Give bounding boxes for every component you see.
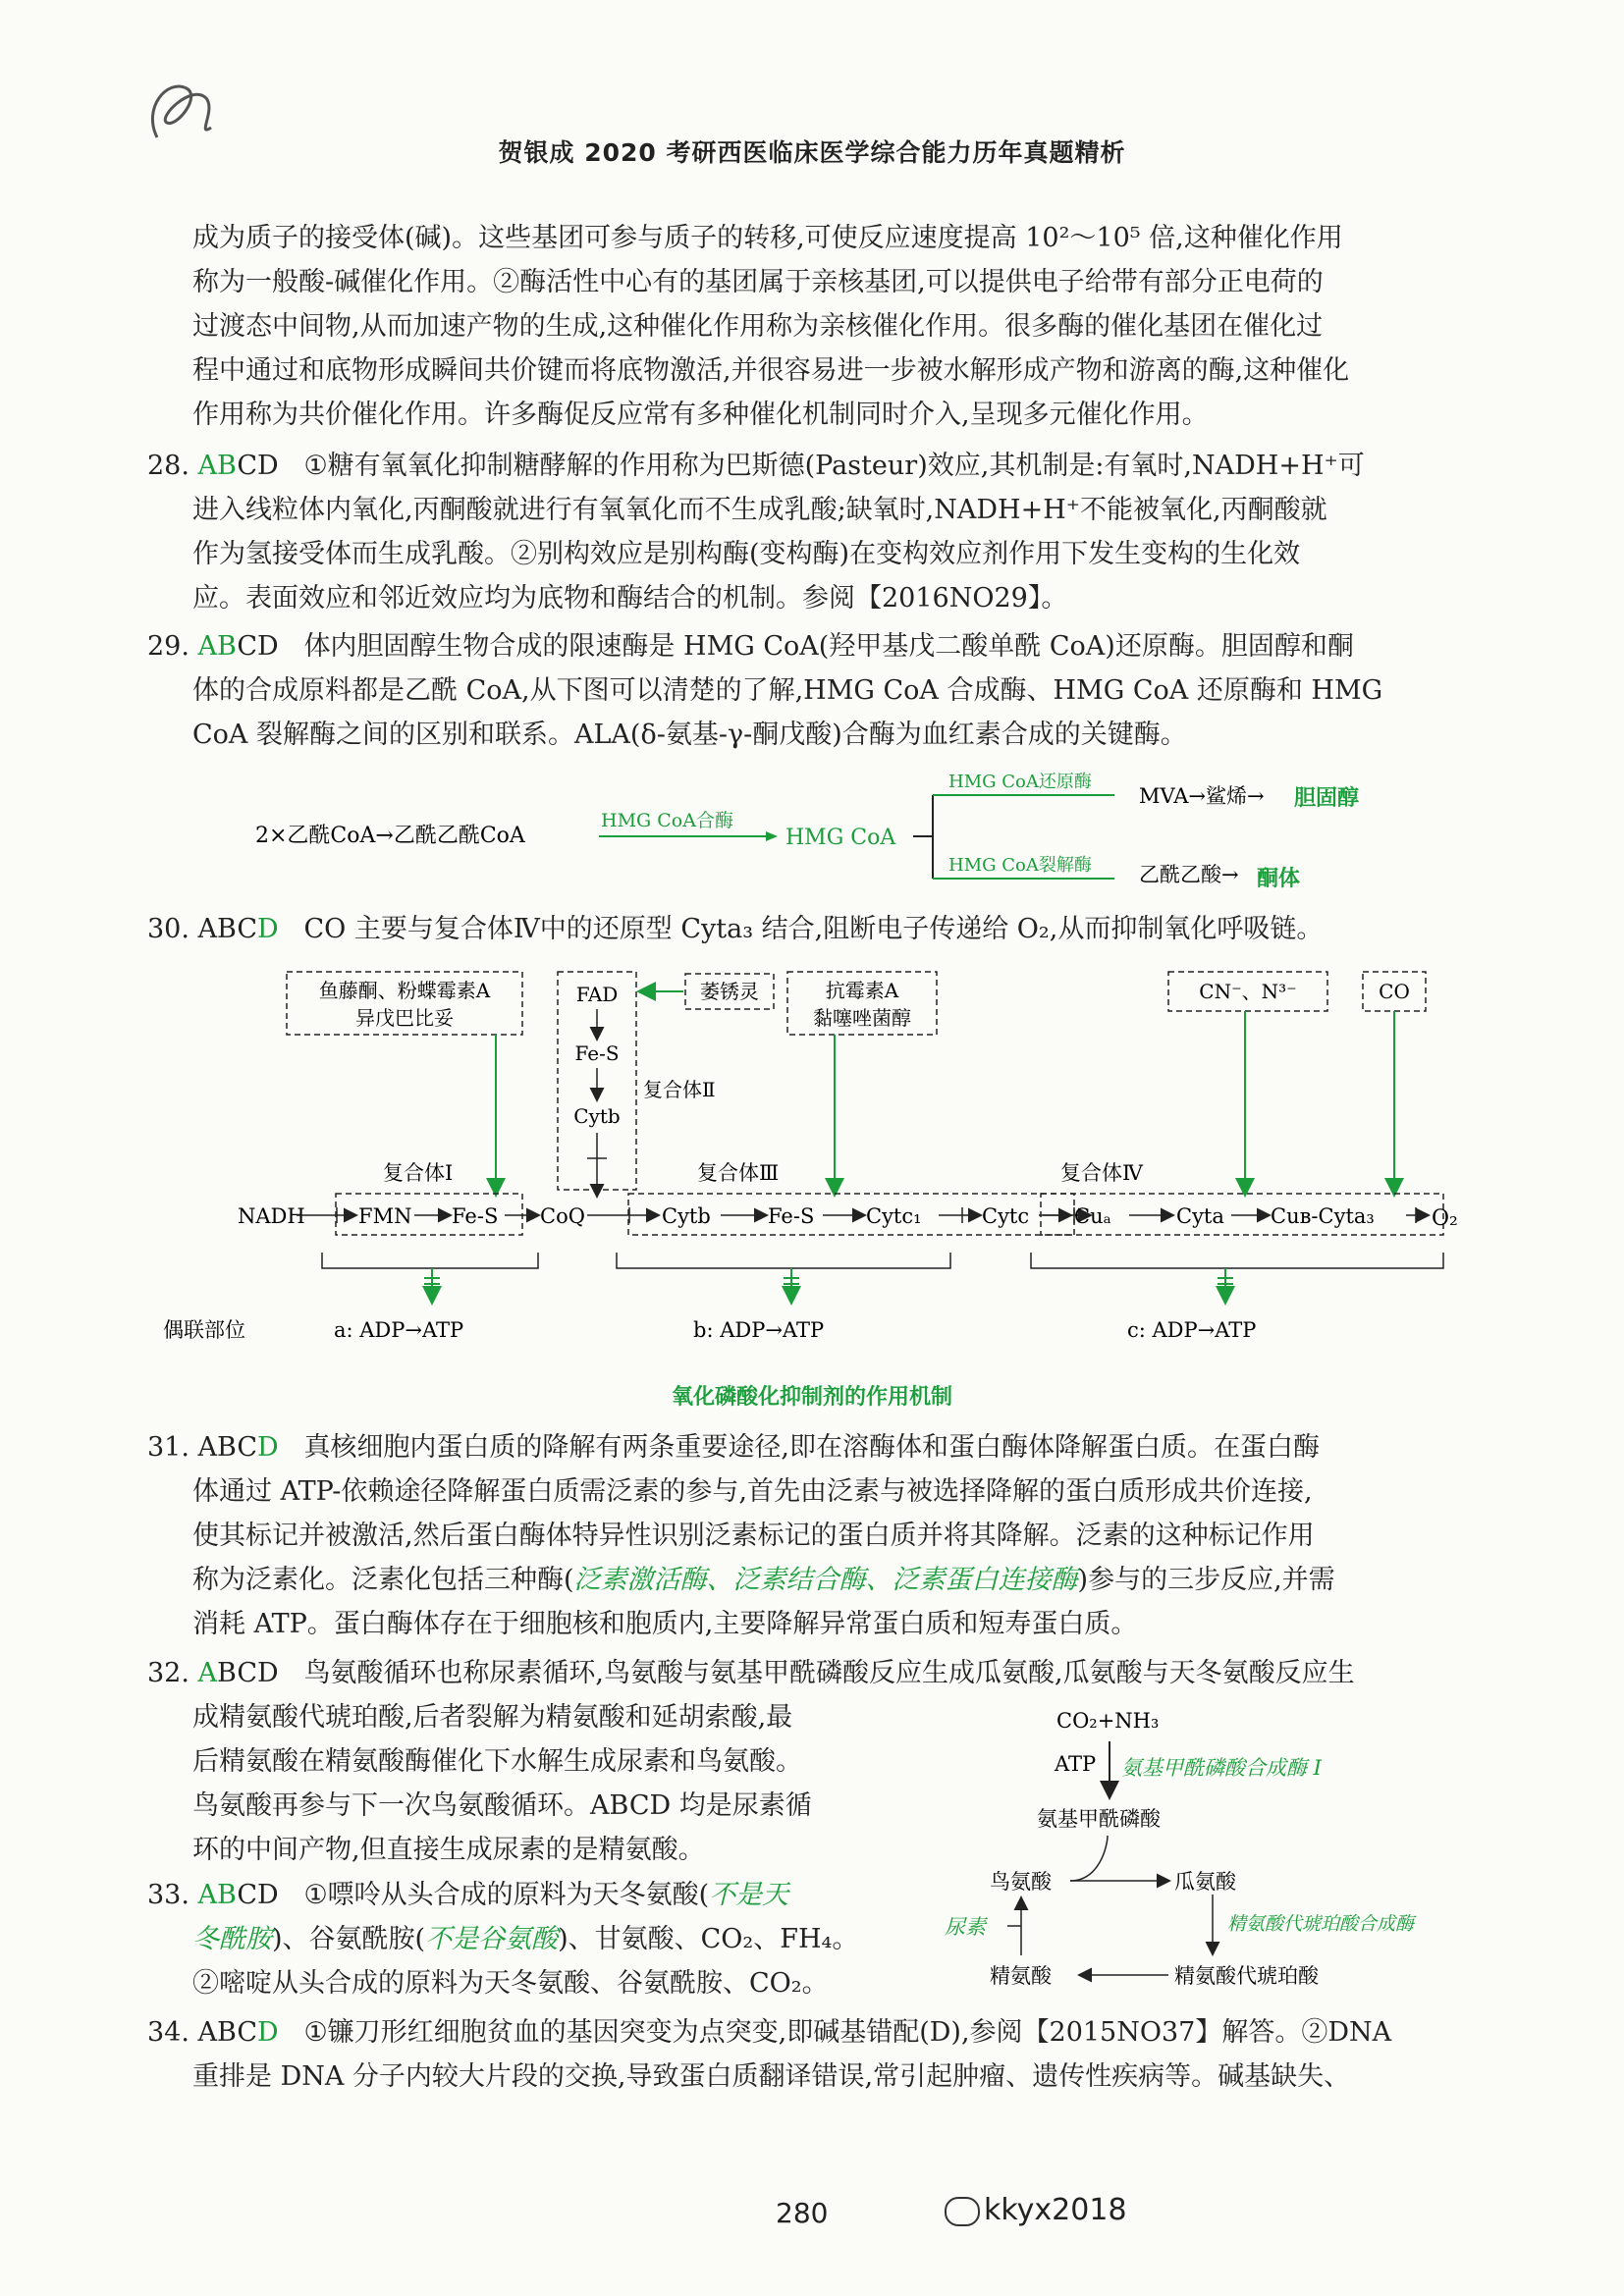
question-number: 29. — [147, 631, 198, 662]
diagram1-up-result: MVA→鲨烯→ — [1139, 784, 1265, 808]
coupling-site-b: b: ADP→ATP — [693, 1318, 825, 1342]
bracket-c — [1031, 1253, 1443, 1268]
complex3-label: 复合体Ⅲ — [697, 1161, 780, 1185]
respiratory-chain-diagram — [147, 962, 1483, 1355]
text-line: 成精氨酸代琥珀酸,后者裂解为精氨酸和延胡索酸,最 — [192, 1702, 793, 1733]
arginine-label: 精氨酸 — [990, 1964, 1052, 1988]
handwritten-note: 不是谷氨酸 — [425, 1924, 559, 1954]
diagram1-down-result: 乙酰乙酸→ — [1139, 863, 1239, 886]
question-33 — [147, 1873, 913, 2005]
text-line: 消耗 ATP。蛋白酶体存在于细胞核和胞质内,主要降解异常蛋白质和短寿蛋白质。 — [192, 1609, 1138, 1639]
text-line: 后精氨酸在精氨酸酶催化下水解生成尿素和鸟氨酸。 — [192, 1746, 802, 1777]
inhibitor-co: CO — [1379, 980, 1410, 1003]
carbamoyl-phosphate-label: 氨基甲酰磷酸 — [1037, 1807, 1161, 1831]
text-line: 重排是 DNA 分子内较大片段的交换,导致蛋白质翻译错误,常引起肿瘤、遗传性疾病等。碱基缺失、 — [192, 2061, 1351, 2092]
atp-label: ATP — [1055, 1752, 1097, 1776]
text-line: CoA 裂解酶之间的区别和联系。ALA(δ-氨基-γ-酮戊酸)合酶为血红素合成的关键酶。 — [192, 720, 1187, 750]
answer-rest: CD — [237, 631, 279, 662]
handwritten-note: 不是天 — [709, 1880, 789, 1910]
question-number: 30. — [147, 914, 198, 944]
diagram1-down-label: HMG CoA裂解酶 — [948, 855, 1092, 876]
text-line: )参与的三步反应,并需 — [1077, 1565, 1335, 1595]
flow-arrow — [1070, 1836, 1108, 1881]
cytc1-label: Cytc₁ — [866, 1204, 922, 1228]
fad-label: FAD — [575, 983, 619, 1006]
inhibitor-antimycin: 抗霉素A — [825, 979, 899, 1002]
ornithine-label: 鸟氨酸 — [990, 1870, 1052, 1894]
nadh-label: NADH — [238, 1204, 305, 1228]
cytb-ii-label: Cytb — [573, 1104, 621, 1128]
text-line: ①镰刀形红细胞贫血的基因突变为点突变,即碱基错配(D),参阅【2015NO37】解答。②DNA — [303, 2017, 1392, 2048]
text-line: 鸟氨酸循环也称尿素循环,鸟氨酸与氨基甲酰磷酸反应生成瓜氨酸,瓜氨酸与天冬氨酸反应生 — [303, 1658, 1355, 1688]
diagram1-left: 2×乙酰CoA→乙酰乙酰CoA — [255, 824, 525, 848]
argininosuccinate-label: 精氨酸代琥珀酸 — [1174, 1964, 1319, 1988]
complex4-label: 复合体Ⅳ — [1060, 1161, 1143, 1185]
arrow-head — [766, 831, 778, 841]
question-34 — [147, 2010, 1485, 2099]
text-line: 真核细胞内蛋白质的降解有两条重要途径,即在溶酶体和蛋白酶体降解蛋白质。在蛋白酶 — [303, 1432, 1321, 1463]
question-28 — [147, 444, 1485, 620]
cytc-label: Cytc — [982, 1204, 1030, 1228]
coupling-sites-label: 偶联部位 — [163, 1318, 245, 1342]
answer-rest: ABC — [197, 1432, 258, 1463]
inhibitor-amobarbital: 异戊巴比妥 — [355, 1006, 454, 1030]
coupling-site-c: c: ADP→ATP — [1127, 1318, 1257, 1342]
text-line: 程中通过和底物形成瞬间共价键而将底物激活,并很容易进一步被水解形成产物和游离的酶,这种催化 — [192, 355, 1350, 386]
text-line: 体通过 ATP-依赖途径降解蛋白质需泛素的参与,首先由泛素与被选择降解的蛋白质形成共价连接, — [192, 1476, 1313, 1507]
text-line: 称为泛素化。泛素化包括三种酶( — [192, 1565, 574, 1595]
o2-label: O₂ — [1432, 1206, 1458, 1231]
coq-label: CoQ — [540, 1204, 585, 1228]
fes-ii-label: Fe-S — [574, 1041, 620, 1065]
co2-nh3-label: CO₂+NH₃ — [1056, 1709, 1160, 1733]
answer-rest: CD — [237, 451, 279, 481]
question-30 — [147, 907, 1485, 951]
handwritten-note: 泛素激活酶、泛素结合酶、泛素蛋白连接酶 — [573, 1565, 1078, 1595]
question-number: 33. — [147, 1880, 198, 1910]
complex2-label: 复合体Ⅱ — [643, 1078, 716, 1101]
fmn-label: FMN — [358, 1204, 412, 1228]
coupling-site-a: a: ADP→ATP — [334, 1318, 464, 1342]
urea-cycle-diagram — [943, 1698, 1492, 2002]
text-line: ①嘌呤从头合成的原料为天冬氨酸( — [303, 1880, 710, 1910]
bracket-b — [617, 1253, 950, 1268]
diagram1-center: HMG CoA — [785, 826, 896, 850]
fes3-label: Fe-S — [768, 1204, 815, 1228]
urea-label: 尿素 — [945, 1915, 986, 1939]
text-line: 体的合成原料都是乙酰 CoA,从下图可以清楚的了解,HMG CoA 合成酶、HMG CoA 还原酶和 HMG — [192, 675, 1383, 706]
citrulline-label: 瓜氨酸 — [1174, 1870, 1236, 1894]
answer-highlight: D — [257, 1432, 279, 1463]
bracket-a — [322, 1253, 538, 1268]
intro-paragraph — [192, 216, 1485, 437]
answer-highlight: D — [257, 914, 279, 944]
wechat-watermark — [945, 2193, 1127, 2227]
answer-rest: ABC — [197, 2017, 258, 2048]
answer-rest: CD — [237, 1880, 279, 1910]
handwritten-note: 冬酰胺 — [192, 1924, 272, 1954]
answer-highlight: AB — [197, 631, 238, 662]
wechat-id: kkyx2018 — [984, 2193, 1127, 2227]
diagram1-up-final: 胆固醇 — [1294, 785, 1360, 811]
inhibitor-cyanide-azide: CN⁻、N³⁻ — [1199, 980, 1297, 1003]
wechat-icon — [945, 2197, 980, 2226]
page-header: 贺银成 2020 考研西医临床医学综合能力历年真题精析 — [498, 138, 1126, 167]
cholesterol-ketone-diagram — [236, 766, 1414, 893]
answer-rest: BCD — [217, 1658, 279, 1688]
text-line: )、谷氨酰胺( — [272, 1924, 426, 1954]
text-line: CO 主要与复合体Ⅳ中的还原型 Cyta₃ 结合,阻断电子传递给 O₂,从而抑制氧化呼吸链。 — [303, 914, 1324, 944]
text-line: 进入线粒体内氧化,丙酮酸就进行有氧氧化而不生成乳酸;缺氧时,NADH+H⁺不能被氧化,丙酮酸就 — [192, 495, 1327, 525]
answer-highlight: D — [257, 2017, 279, 2048]
diagram1-arrow-label: HMG CoA合酶 — [601, 810, 733, 831]
text-line: 使其标记并被激活,然后蛋白酶体特异性识别泛素标记的蛋白质并将其降解。泛素的这种标记作用 — [192, 1521, 1315, 1551]
text-line: 作为氢接受体而生成乳酸。②别构效应是别构酶(变构酶)在变构效应剂作用下发生变构的生化效 — [192, 539, 1301, 569]
page-number: 280 — [776, 2197, 829, 2229]
text-line: 作用称为共价催化作用。许多酶促反应常有多种催化机制同时介入,呈现多元催化作用。 — [192, 400, 1209, 430]
text-line: 过渡态中间物,从而加速产物的生成,这种催化作用称为亲核催化作用。很多酶的催化基团在催化过 — [192, 311, 1324, 342]
fes1-label: Fe-S — [452, 1204, 499, 1228]
question-number: 34. — [147, 2017, 198, 2048]
argsuc-synthetase-label: 精氨酸代琥珀酸合成酶 — [1227, 1913, 1415, 1935]
answer-highlight: AB — [197, 451, 238, 481]
cps1-enzyme-label: 氨基甲酰磷酸合成酶 I — [1121, 1756, 1322, 1780]
text-line: ②嘧啶从头合成的原料为天冬氨酸、谷氨酰胺、CO₂。 — [192, 1968, 829, 1999]
diagram1-down-final: 酮体 — [1257, 866, 1301, 891]
text-line: ①糖有氧氧化抑制糖酵解的作用称为巴斯德(Pasteur)效应,其机制是:有氧时,NADH+H⁺可 — [303, 451, 1365, 481]
inhibitor-rotenone: 鱼藤酮、粉蝶霉素A — [318, 979, 491, 1002]
answer-rest: ABC — [197, 914, 258, 944]
question-31 — [147, 1425, 1485, 1646]
cua-label: Cuₐ — [1074, 1204, 1111, 1228]
text-line: 成为质子的接受体(碱)。这些基团可参与质子的转移,可使反应速度提高 10²～10⁵ 倍,这种催化作用 — [192, 223, 1343, 253]
diagram2-caption: 氧化磷酸化抑制剂的作用机制 — [671, 1385, 952, 1410]
text-line: 称为一般酸-碱催化作用。②酶活性中心有的基团属于亲核基团,可以提供电子给带有部分正电荷的 — [192, 267, 1324, 297]
cytb-label: Cytb — [662, 1204, 711, 1228]
answer-highlight: A — [197, 1658, 218, 1688]
question-number: 31. — [147, 1432, 198, 1463]
diagram1-up-label: HMG CoA还原酶 — [948, 772, 1092, 792]
text-line: )、甘氨酸、CO₂、FH₄。 — [558, 1924, 859, 1954]
inhibitor-carboxin: 萎锈灵 — [700, 980, 759, 1003]
text-line: 应。表面效应和邻近效应均为底物和酶结合的机制。参阅【2016NO29】。 — [192, 583, 1068, 614]
text-line: 体内胆固醇生物合成的限速酶是 HMG CoA(羟甲基戊二酸单酰 CoA)还原酶。胆固醇和酮 — [303, 631, 1354, 662]
question-29 — [147, 624, 1485, 757]
cub-cyta3-label: Cuʙ-Cyta₃ — [1271, 1204, 1375, 1228]
complex1-label: 复合体Ⅰ — [383, 1161, 454, 1185]
cyta-label: Cyta — [1176, 1204, 1224, 1228]
answer-highlight: AB — [197, 1880, 238, 1910]
text-line: 鸟氨酸再参与下一次鸟氨酸循环。ABCD 均是尿素循 — [192, 1790, 812, 1821]
question-number: 32. — [147, 1658, 198, 1688]
text-line: 环的中间产物,但直接生成尿素的是精氨酸。 — [192, 1835, 705, 1865]
question-number: 28. — [147, 451, 198, 481]
inhibitor-myxothiazol: 黏噻唑菌醇 — [813, 1006, 911, 1030]
